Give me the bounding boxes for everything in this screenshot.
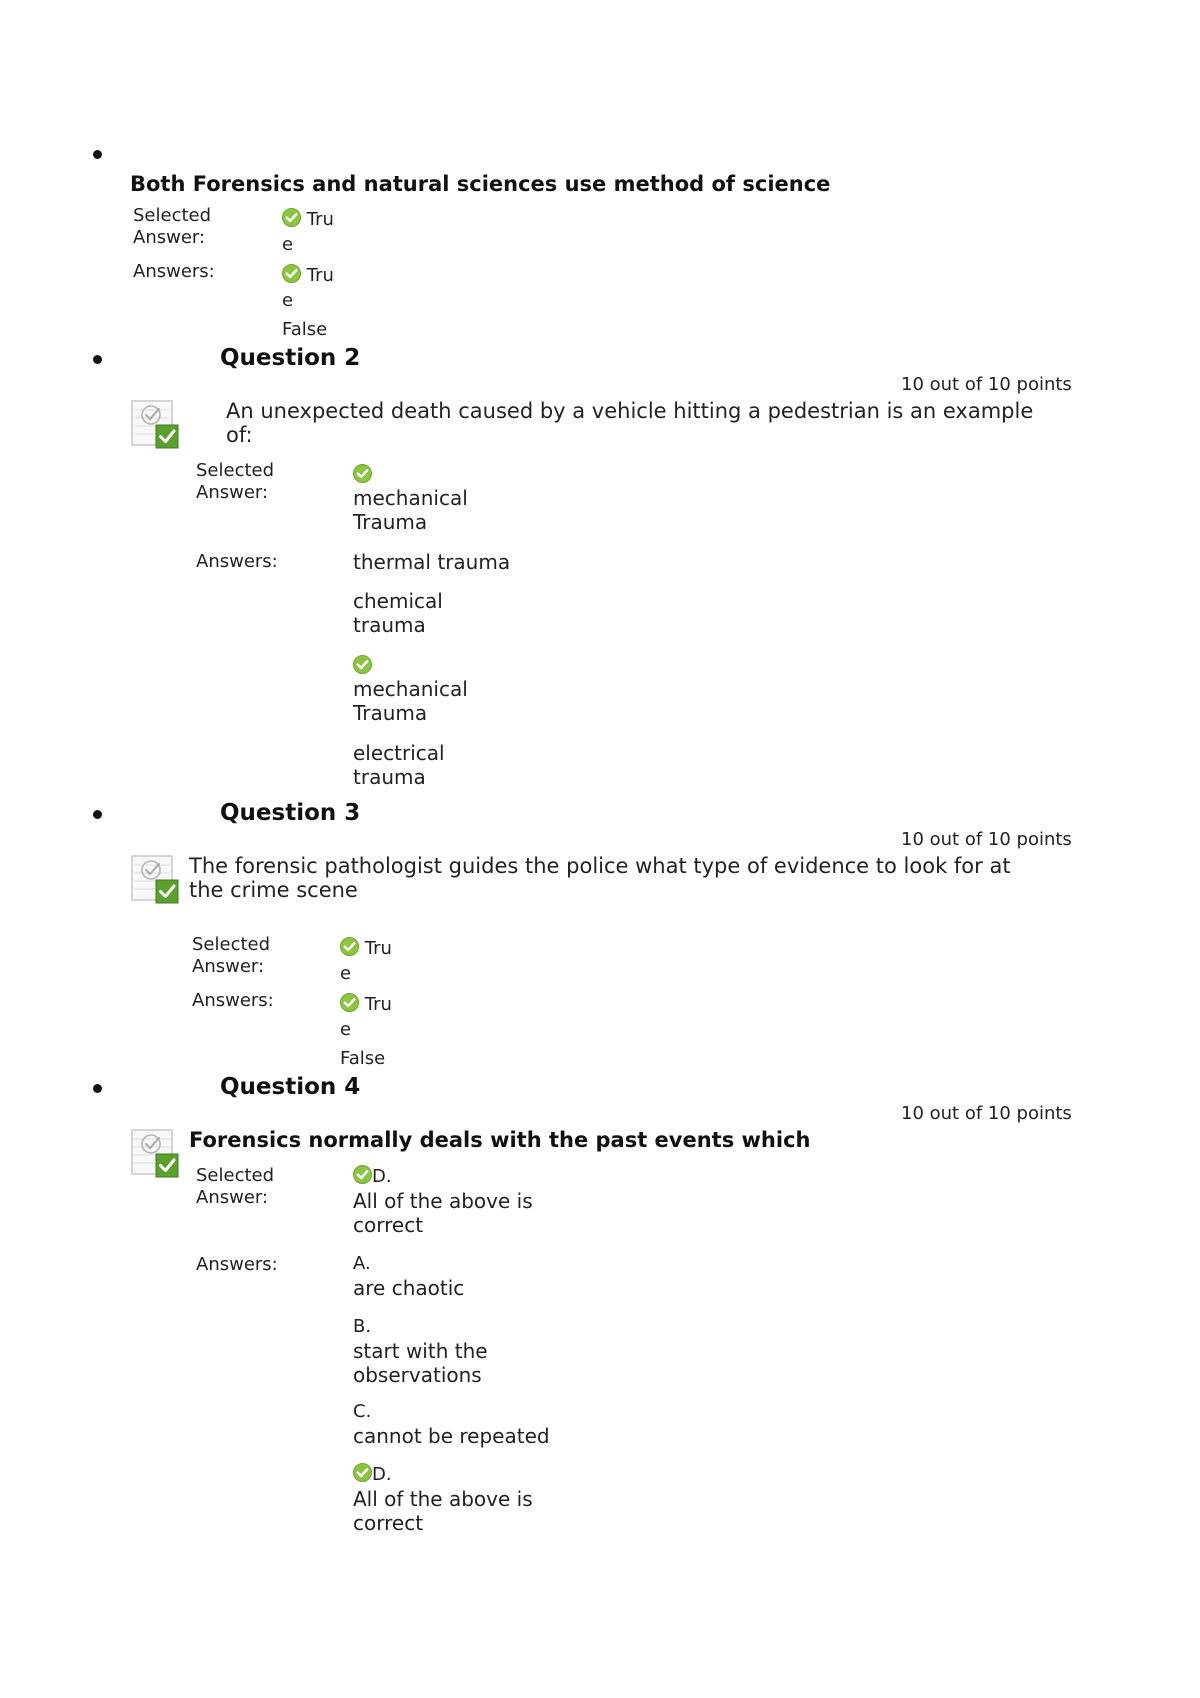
question-1-answer-true <box>282 263 334 313</box>
answer-letter: C. <box>353 1401 372 1422</box>
list-bullet <box>93 1084 102 1093</box>
answer-text: e <box>340 1019 352 1040</box>
answer-text: mechanical <box>353 677 468 701</box>
question-3-heading: Question 3 <box>220 800 361 826</box>
check-circle-icon <box>353 1165 372 1184</box>
list-bullet <box>93 810 102 819</box>
answer-text: correct <box>353 1213 424 1237</box>
answer-text: observations <box>353 1363 482 1387</box>
question-4-answer-a <box>353 1252 464 1300</box>
answers-label: Answers: <box>192 990 274 1011</box>
answer-text: are chaotic <box>353 1276 465 1300</box>
check-circle-icon <box>340 937 359 956</box>
question-2-heading: Question 2 <box>220 345 361 371</box>
check-circle-icon <box>353 464 372 483</box>
question-4-points: 10 out of 10 points <box>901 1103 1072 1124</box>
question-3-answer-true <box>340 992 392 1042</box>
check-circle-icon <box>340 993 359 1012</box>
selected-answer-label <box>192 934 270 978</box>
answers-label: Answers: <box>196 551 278 572</box>
answer-label-line: Answer: <box>196 1187 269 1208</box>
question-4-answer-b <box>353 1315 488 1387</box>
answer-text: start with the <box>353 1339 488 1363</box>
answer-text: All of the above is <box>353 1189 533 1213</box>
question-text-line: An unexpected death caused by a vehicle hitting a pedestrian is an example <box>226 399 1034 423</box>
answer-text: Trauma <box>353 701 428 725</box>
check-circle-icon <box>353 1463 372 1482</box>
selected-label-line: Selected <box>133 205 212 226</box>
selected-answer-label <box>196 460 274 504</box>
question-text-line: The forensic pathologist guides the police what type of evidence to look for at <box>189 854 1011 878</box>
graded-question-icon <box>130 1127 180 1179</box>
answer-text: trauma <box>353 613 426 637</box>
answer-text: Tru <box>364 994 392 1015</box>
graded-question-icon <box>130 398 180 450</box>
graded-question-icon <box>130 853 180 905</box>
answer-text: e <box>340 963 352 984</box>
answer-text: cannot be repeated <box>353 1424 550 1448</box>
answer-text: trauma <box>353 765 426 789</box>
question-4-answer-d <box>353 1463 533 1535</box>
question-2-answer-b <box>353 589 443 637</box>
answer-label-line: Answer: <box>192 956 265 977</box>
list-bullet <box>93 150 102 159</box>
answers-label: Answers: <box>133 261 215 282</box>
answer-label-line: Answer: <box>196 482 269 503</box>
answer-text: e <box>282 290 294 311</box>
answer-label-line: Answer: <box>133 227 206 248</box>
selected-label-line: Selected <box>192 934 271 955</box>
selected-label-line: Selected <box>196 460 275 481</box>
question-4-selected-answer <box>353 1165 533 1237</box>
check-circle-icon <box>282 264 301 283</box>
question-3-points: 10 out of 10 points <box>901 829 1072 850</box>
question-text-line: the crime scene <box>189 878 358 902</box>
answer-text: e <box>282 234 294 255</box>
selected-answer-label <box>196 1165 274 1209</box>
question-1-selected-answer <box>282 207 334 257</box>
answer-letter: D. <box>372 1166 392 1187</box>
answer-text: chemical <box>353 589 443 613</box>
question-1-text: Both Forensics and natural sciences use method of science <box>130 172 831 196</box>
question-1-answer-false: False <box>282 319 328 340</box>
question-2-answer-a: thermal trauma <box>353 550 511 574</box>
selected-label-line: Selected <box>196 1165 275 1186</box>
question-3-selected-answer <box>340 936 392 986</box>
question-2-text <box>226 399 1033 447</box>
answers-label: Answers: <box>196 1254 278 1275</box>
question-2-answer-d <box>353 741 445 789</box>
answer-text: All of the above is <box>353 1487 533 1511</box>
answer-text: mechanical <box>353 486 468 510</box>
answer-letter: D. <box>372 1464 392 1485</box>
answer-text: Trauma <box>353 510 428 534</box>
question-4-text: Forensics normally deals with the past events which <box>189 1128 811 1152</box>
question-2-selected-answer <box>353 462 468 534</box>
answer-text: Tru <box>364 938 392 959</box>
answer-letter: B. <box>353 1316 372 1337</box>
answer-letter: A. <box>353 1253 371 1274</box>
question-4-heading: Question 4 <box>220 1074 361 1100</box>
question-text-line: of: <box>226 423 253 447</box>
question-2-points: 10 out of 10 points <box>901 374 1072 395</box>
check-circle-icon <box>353 655 372 674</box>
selected-answer-label <box>133 205 211 249</box>
check-circle-icon <box>282 208 301 227</box>
question-3-answer-false: False <box>340 1048 386 1069</box>
question-2-answer-c <box>353 653 468 725</box>
answer-text: Tru <box>306 209 334 230</box>
answer-text: correct <box>353 1511 424 1535</box>
answer-text: Tru <box>306 265 334 286</box>
list-bullet <box>93 355 102 364</box>
answer-text: electrical <box>353 741 445 765</box>
question-4-answer-c <box>353 1400 550 1448</box>
question-3-text <box>189 854 1011 902</box>
